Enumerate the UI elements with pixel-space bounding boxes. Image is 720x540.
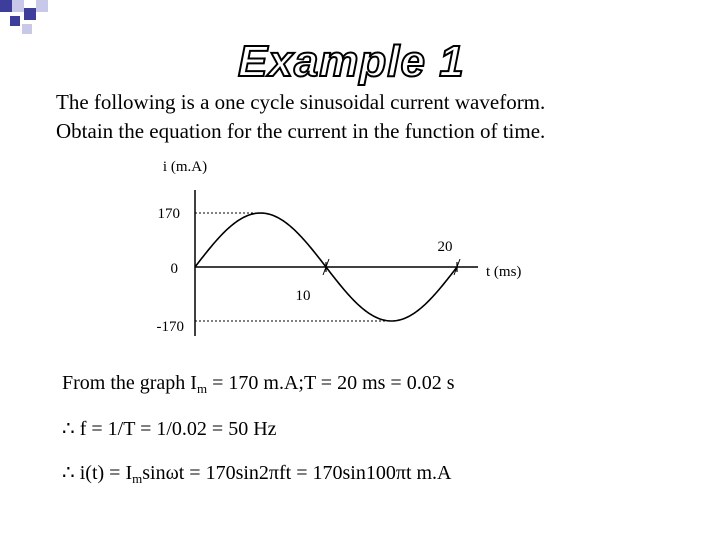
solution-line-2: ∴ f = 1/T = 1/0.02 = 50 Hz: [62, 418, 277, 440]
y-tick-label-zero: 0: [170, 261, 178, 277]
solution-line-3-a: ∴ i(t) = I: [62, 462, 133, 484]
solution-line-1: [62, 372, 454, 397]
intro-line-1: The following is a one cycle sinusoidal current waveform.: [56, 90, 546, 114]
solution-line-1-b: = 170 m.A;T = 20 ms = 0.02 s: [207, 372, 455, 394]
solution-line-3-b: sinωt = 170sin2πft = 170sin100πt m.A: [142, 462, 452, 484]
point-label-half-period: 10: [295, 288, 311, 304]
solution-line-1-a: From the graph I: [62, 372, 197, 394]
y-tick-label-min: -170: [156, 319, 184, 335]
slide-title-text: Example 1: [238, 37, 465, 86]
point-label-period: 20: [437, 239, 453, 255]
y-tick-label-max: 170: [157, 206, 180, 222]
solution-line-1-sub: m: [196, 381, 208, 396]
y-axis-label: i (m.A): [162, 159, 208, 175]
intro-line-2: Obtain the equation for the current in the function of time.: [56, 119, 546, 143]
solution-line-3-sub: m: [132, 471, 143, 486]
x-axis-label: t (ms): [486, 264, 522, 280]
solution-line-3: [62, 460, 452, 487]
